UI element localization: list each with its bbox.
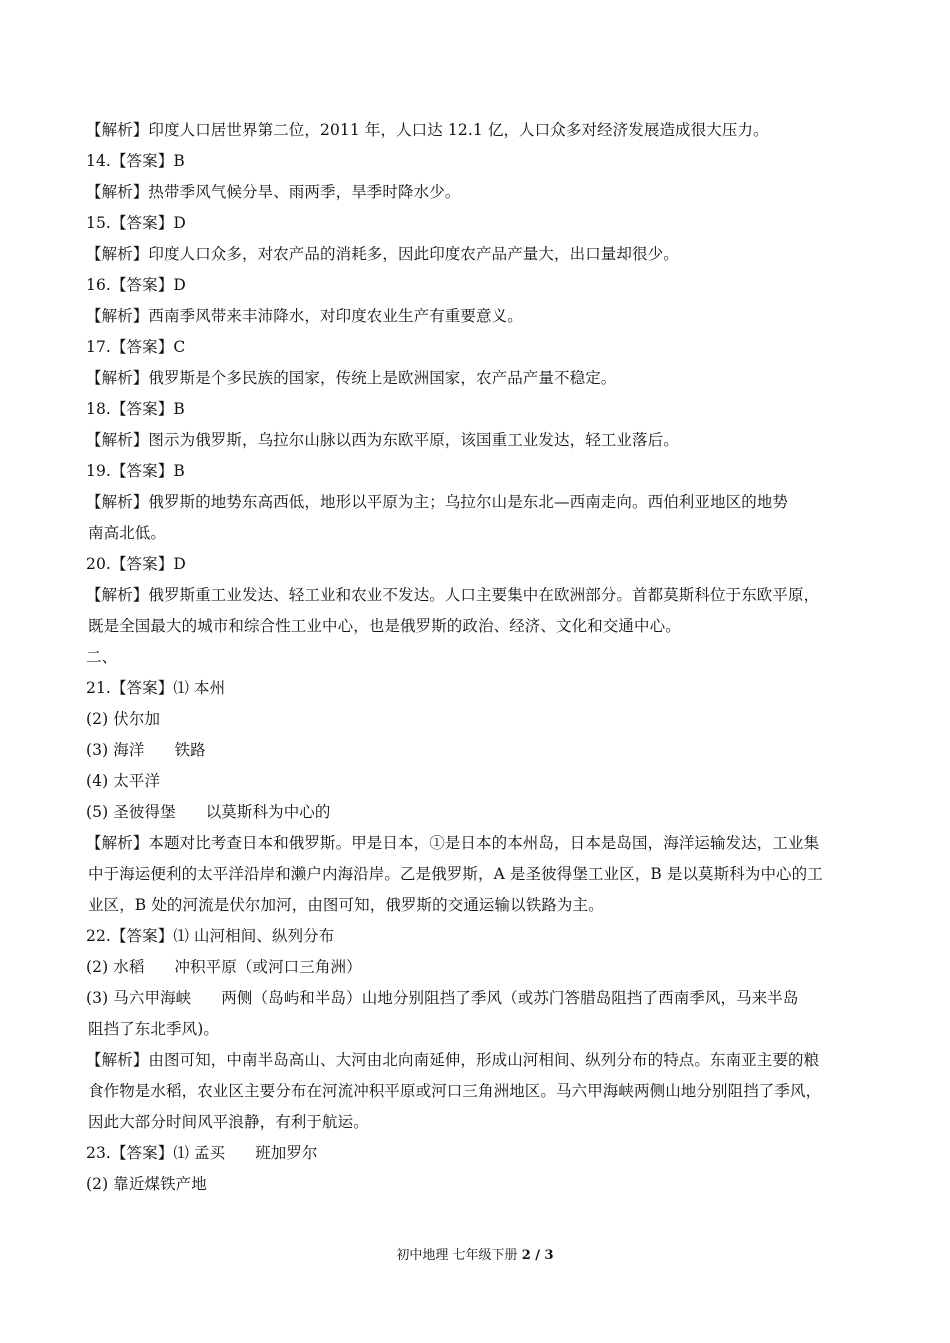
analysis-19-cont: 南高北低。 <box>88 524 167 542</box>
answer-21-2: (2) 伏尔加 <box>86 710 161 728</box>
answer-21-1: 21.【答案】⑴ 本州 <box>86 679 226 697</box>
analysis-22: 【解析】由图可知，中南半岛高山、大河由北向南延伸，形成山河相间、纵列分布的特点。东南亚主要的粮 <box>86 1051 820 1069</box>
answer-22-2 <box>86 956 876 978</box>
answer-23-1 <box>86 1142 876 1164</box>
answer-22-3-b: 两侧（岛屿和半岛）山地分别阻挡了季风（或苏门答腊岛阻挡了西南季风，马来半岛 <box>221 989 799 1007</box>
answer-21-4: (4) 太平洋 <box>86 772 161 790</box>
analysis-22-cont-1: 食作物是水稻，农业区主要分布在河流冲积平原或河口三角洲地区。马六甲海峡两侧山地分别阻挡了季风， <box>88 1082 822 1100</box>
answer-21-5 <box>86 801 876 823</box>
answer-22-3-a: (3) 马六甲海峡 <box>86 989 192 1007</box>
analysis-21: 【解析】本题对比考查日本和俄罗斯。甲是日本，①是日本的本州岛，日本是岛国，海洋运输发达，工业集 <box>86 834 820 852</box>
analysis-14: 【解析】热带季风气候分旱、雨两季，旱季时降水少。 <box>86 183 461 201</box>
analysis-13: 【解析】印度人口居世界第二位，2011 年，人口达 12.1 亿，人口众多对经济发展造成很大压力。 <box>86 121 769 139</box>
answer-23-1-b: 班加罗尔 <box>255 1144 318 1162</box>
analysis-20: 【解析】俄罗斯重工业发达、轻工业和农业不发达。人口主要集中在欧洲部分。首都莫斯科位于东欧平原， <box>86 586 820 604</box>
answer-19: 19.【答案】B <box>86 462 185 480</box>
analysis-21-cont-2: 业区，B 处的河流是伏尔加河，由图可知，俄罗斯的交通运输以铁路为主。 <box>88 896 604 914</box>
analysis-18: 【解析】图示为俄罗斯，乌拉尔山脉以西为东欧平原，该国重工业发达，轻工业落后。 <box>86 431 679 449</box>
page-number: 2 / 3 <box>521 1248 554 1263</box>
analysis-19: 【解析】俄罗斯的地势东高西低，地形以平原为主；乌拉尔山是东北—西南走向。西伯利亚地区的地势 <box>86 493 789 511</box>
answer-21-3-a: (3) 海洋 <box>86 741 145 759</box>
answer-21-3 <box>86 739 876 761</box>
analysis-20-cont: 既是全国最大的城市和综合性工业中心，也是俄罗斯的政治、经济、文化和交通中心。 <box>88 617 681 635</box>
answer-23-1-a: 23.【答案】⑴ 孟买 <box>86 1144 226 1162</box>
page-footer <box>0 1247 950 1265</box>
answer-21-5-a: (5) 圣彼得堡 <box>86 803 176 821</box>
answer-18: 18.【答案】B <box>86 400 185 418</box>
answer-17: 17.【答案】C <box>86 338 186 356</box>
answer-22-2-a: (2) 水稻 <box>86 958 145 976</box>
answer-15: 15.【答案】D <box>86 214 186 232</box>
answer-22-3 <box>86 987 876 1009</box>
answer-21-3-b: 铁路 <box>174 741 206 759</box>
analysis-22-cont-2: 因此大部分时间风平浪静，有利于航运。 <box>88 1113 369 1131</box>
analysis-21-cont-1: 中于海运便利的太平洋沿岸和濑户内海沿岸。乙是俄罗斯，A 是圣彼得堡工业区，B 是以莫斯科为中心的工 <box>88 865 823 883</box>
answer-20: 20.【答案】D <box>86 555 186 573</box>
analysis-17: 【解析】俄罗斯是个多民族的国家，传统上是欧洲国家，农产品产量不稳定。 <box>86 369 617 387</box>
answer-16: 16.【答案】D <box>86 276 186 294</box>
answer-21-5-b: 以莫斯科为中心的 <box>205 803 331 821</box>
analysis-16: 【解析】西南季风带来丰沛降水，对印度农业生产有重要意义。 <box>86 307 523 325</box>
section-two-heading: 二、 <box>86 648 118 666</box>
answer-22-3-cont: 阻挡了东北季风)。 <box>88 1020 219 1038</box>
answer-14: 14.【答案】B <box>86 152 185 170</box>
answer-22-2-b: 冲积平原（或河口三角洲） <box>174 958 362 976</box>
answer-22-1: 22.【答案】⑴ 山河相间、纵列分布 <box>86 927 335 945</box>
analysis-15: 【解析】印度人口众多，对农产品的消耗多，因此印度农产品产量大，出口量却很少。 <box>86 245 679 263</box>
footer-title: 初中地理 七年级下册 <box>396 1248 522 1263</box>
answer-23-2: (2) 靠近煤铁产地 <box>86 1175 207 1193</box>
